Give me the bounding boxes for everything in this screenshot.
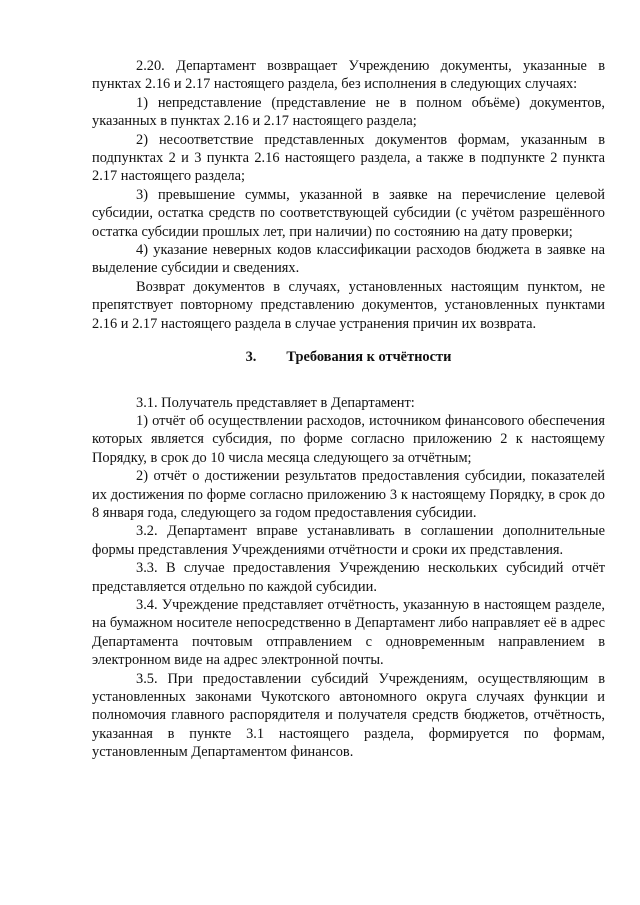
list-item-4: 4) указание неверных кодов классификации расходов бюджета в заявке на выделение субсидии и сведениях. [92, 242, 605, 277]
list-item-1: 1) непредставление (представление не в полном объёме) документов, указанных в пунктах 2.16 и 2.17 настоящего раздела; [92, 94, 605, 130]
list-item-2: 2) несоответствие представленных документов формам, указанным в подпунктах 2 и 3 пункта 2.16 настоящего раздела, а также в подпункте 2 пункта 2.17 настоящего раздела; [92, 131, 605, 185]
return-note-paragraph: Возврат документов в случаях, установленных настоящим пунктом, не препятствует повторному представлению документов, установленных пунктами 2.16 и 2.17 настоящего раздела в случае устранения причин их возврата. [92, 278, 605, 332]
paragraph-2-20: 2.20. Департамент возвращает Учреждению документы, указанные в пунктах 2.16 и 2.17 настоящего раздела, без исполнения в следующих случаях: [92, 58, 605, 93]
paragraph-3-1: 3.1. Получатель представляет в Департамент: [136, 394, 415, 411]
report-item-1: 1) отчёт об осуществлении расходов, источником финансового обеспечения которых является субсидия, по форме согласно приложению 2 к настоящему Порядку, в срок до 10 числа месяца следующего за отчётным; [92, 412, 605, 466]
paragraph-3-2: 3.2. Департамент вправе устанавливать в соглашении дополнительные формы представления Учреждениями отчётности и сроки их представления. [92, 523, 605, 558]
paragraph-3-3: 3.3. В случае предоставления Учреждению нескольких субсидий отчёт представляется отдельно по каждой субсидии. [92, 560, 605, 595]
list-item-3: 3) превышение суммы, указанной в заявке на перечисление целевой субсидии, остатка средств по соответствующей субсидии (с учётом разрешённого остатка субсидии прошлых лет, при наличии) по состоянию на дату проверки; [92, 186, 605, 240]
section-title: Требования к отчётности [286, 349, 452, 366]
paragraph-3-5: 3.5. При предоставлении субсидий Учреждениям, осуществляющим в установленных законами Чукотского автономного округа случаях функции и полномочия главного распорядителя и получателя средств бюджетов, отчётность, указанная в пункте 3.1 настоящего раздела, формируется по формам, установленным Департаментом финансов. [92, 670, 605, 761]
document-page [92, 57, 605, 762]
section-number: 3. [245, 349, 257, 366]
paragraph-3-4: 3.4. Учреждение представляет отчётность, указанную в настоящем разделе, на бумажном носителе непосредственно в Департамент либо направляет её в адрес Департамента почтовым отправлением с одновременным направлением в электронном виде на адрес электронной почты. [92, 596, 605, 669]
report-item-2: 2) отчёт о достижении результатов предоставления субсидии, показателей их достижения по форме согласно приложению 3 к настоящему Порядку, в срок до 8 января года, следующего за годом предоставления субсидии. [92, 468, 605, 521]
section-3-heading [92, 348, 605, 366]
